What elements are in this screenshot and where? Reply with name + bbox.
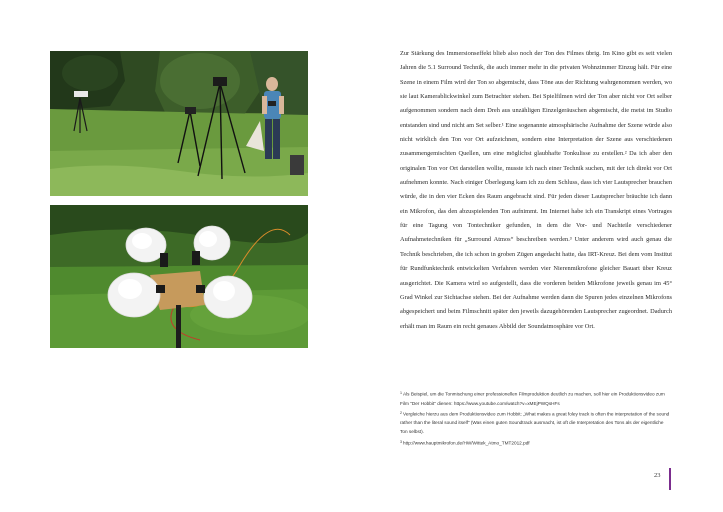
footnote-3 [400, 438, 672, 449]
footnote-mark: 1 [400, 391, 402, 395]
footnote-mark: 3 [400, 439, 402, 444]
body-paragraph: Zur Stärkung des Immersionseffekt blieb also noch der Ton des Filmes übrig. Im Kino gibt es seit vielen Jahren die 5.1 Surround Technik, die auch immer mehr in die privaten Wohnzimmer Einzug hält. Für eine Szene in einem Film wird der Ton so abgemischt, dass Töne aus der Richtung wahrgenommen werden, wo sie laut Kamerablickwinkel zum Betrachter stehen. Bei Spielfilmen wird der Ton aber nicht vor Ort selber aufgenommen sondern nach dem Dreh aus unzähligen Einzelgeräuschen abgemischt, die meist im Studio entstanden sind und nicht am Set selber.¹ Eine sogenannte atmosphärische Aufnahme der Szene würde also nicht wirklich den Ton vor Ort aufzeichnen, sondern eine Interpretation der Szene aus verschiedenen zusammengemischten Quellen, um eine möglichst glaubhafte Tonkulisse zu erstellen.² Da ich aber den originalen Ton vor Ort darstellen wollte, musste ich nach einer Technik suchen, mit der ich direkt vor Ort aufnehmen konnte. Nach einiger Überlegung kam ich zu dem Schluss, dass ich vier Lautsprecher brauchen würde, die in den vier Ecken des Raum angebracht sind. Für jeden dieser Lautsprecher bräuchte ich dann ein Mikrofon, das den abzuspielenden Ton aufnimmt. Im Internet habe ich ein Transkript eines Vortrages für eine Tagung von Tontechniker gefunden, in dem die Vor- und Nachteile verschiedener Aufnahmetechniken für „Surround Atmos“ beschreiben werden.³ Unter anderem wird auch genau die Technik beschrieben, die ich schon in groben Zügen angedacht hatte, das IRT-Kreuz. Bei dem vom Institut für Rundfunktechnik entwickelten Verfahren werden vier Nierenmikrofone gleicher Bauart über Kreuz ausgerichtet. Die Kamera wird so aufgestellt, dass die vorderen beiden Mikrofone jeweils genau im 45° Grad Winkel zur Sichtachse stehen. Bei der Aufnahme werden dann die Spuren jedes einzelnen Mikrofons abgespeichert und beim Filmschnitt später den jeweils dazugehörenden Lautsprecher zugeordnet. Dadurch erhält man im Raum ein recht genaues Abbild der Soundatmosphäre vor Ort. [400, 50, 672, 330]
footnote-1 [400, 389, 672, 408]
footnote-text: Vergleiche hierzu aus dem Produktionsvideo zum Hobbit: „What makes a great foley track is often the interpretation of the sound rather than the literal sound itself“ (Was einen guten Soundtrack ausmacht, ist oft die Interpretation des Tons als der eigentliche Ton selbst). [400, 411, 670, 435]
footnote-text: Als Beispiel, um die Tonmischung einer professionellen Filmproduktion deutlich zu machen, soll hier ein Produktionsvideo zum Film "Der Hobbit" dienen: https://www.youtube.com/watch?v=xMEjPWQsHFs [400, 391, 665, 406]
footnote-mark: 2 [400, 410, 402, 415]
page-accent-bar [669, 468, 671, 490]
footnote-2 [400, 409, 672, 437]
body-text [400, 47, 672, 334]
page-number: 23 [654, 472, 661, 479]
photo-man-with-tripods [50, 51, 308, 196]
photo-furry-microphones [50, 205, 308, 348]
footnotes [400, 389, 672, 448]
garden-scene-image [50, 51, 308, 196]
microphone-array-image [50, 205, 308, 348]
footnote-text: http://www.hauptmikrofon.de/HW/Wittek_Atmo_TMT2012.pdf [403, 440, 530, 446]
